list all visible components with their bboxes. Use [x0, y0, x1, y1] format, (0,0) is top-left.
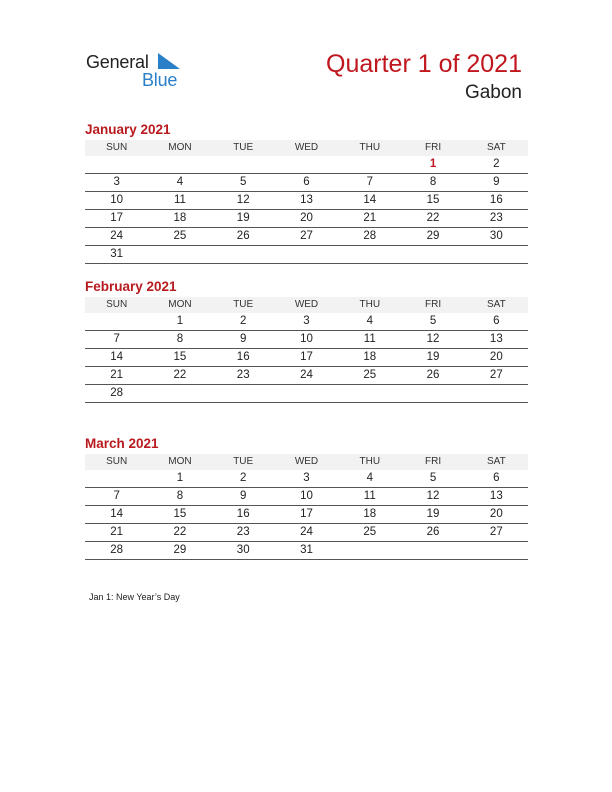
empty-day-cell	[275, 385, 338, 402]
day-cell: 20	[489, 508, 503, 520]
day-cell: 25	[363, 526, 377, 538]
day-cell: 11	[173, 194, 186, 206]
day-cell: 9	[240, 333, 247, 345]
week-row	[85, 524, 528, 542]
empty-day-cell	[338, 542, 401, 559]
day-cell: 28	[110, 544, 124, 556]
day-cell: 16	[236, 351, 250, 363]
weekday-label: TUE	[233, 299, 254, 310]
week-row	[85, 470, 528, 488]
week-row	[85, 246, 528, 264]
day-cell: 1	[429, 158, 437, 170]
empty-day-cell	[275, 156, 338, 173]
weekday-label: WED	[294, 299, 319, 310]
month-february	[85, 278, 528, 403]
day-cell: 7	[113, 490, 120, 502]
week-row	[85, 385, 528, 403]
weekday-label: FRI	[424, 142, 442, 153]
weekday-label: SAT	[486, 456, 506, 467]
day-cell: 24	[300, 526, 313, 538]
weekday-label: FRI	[424, 456, 442, 467]
day-cell: 14	[110, 508, 124, 520]
empty-day-cell	[148, 156, 211, 173]
day-cell: 21	[363, 212, 377, 224]
empty-day-cell	[148, 385, 211, 402]
country-name: Gabon	[464, 82, 522, 103]
day-cell: 5	[240, 176, 247, 188]
day-cell: 6	[493, 472, 500, 484]
day-cell: 5	[429, 315, 437, 327]
day-cell: 16	[489, 194, 503, 206]
day-cell: 24	[110, 230, 124, 242]
day-cell: 16	[236, 508, 250, 520]
day-cell: 27	[489, 369, 503, 381]
weekday-label: FRI	[424, 299, 442, 310]
day-cell: 19	[426, 351, 440, 363]
weekday-label: TUE	[233, 142, 254, 153]
empty-day-cell	[85, 156, 148, 173]
day-cell: 31	[300, 544, 313, 556]
day-cell: 20	[300, 212, 313, 224]
day-cell: 26	[426, 526, 440, 538]
day-cell: 21	[110, 369, 124, 381]
weekday-label: THU	[359, 456, 381, 467]
empty-day-cell	[338, 385, 401, 402]
month-march	[85, 435, 528, 560]
weekday-label: THU	[359, 299, 381, 310]
day-cell: 25	[363, 369, 377, 381]
day-cell: 18	[363, 508, 377, 520]
empty-day-cell	[338, 246, 401, 263]
day-cell: 17	[300, 508, 313, 520]
day-cell: 1	[176, 315, 184, 327]
day-cell: 6	[493, 315, 500, 327]
day-cell: 18	[173, 212, 187, 224]
day-cell: 13	[489, 490, 503, 502]
day-cell: 26	[236, 230, 250, 242]
day-cell: 23	[236, 526, 250, 538]
day-cell: 14	[363, 194, 377, 206]
day-cell: 17	[110, 212, 124, 224]
day-cell: 11	[363, 333, 376, 345]
week-row	[85, 156, 528, 174]
day-cell: 7	[366, 176, 373, 188]
day-cell: 15	[426, 194, 440, 206]
day-cell: 4	[176, 176, 184, 188]
day-cell: 2	[240, 472, 247, 484]
day-cell: 30	[236, 544, 250, 556]
day-cell: 27	[489, 526, 503, 538]
day-cell: 13	[300, 194, 313, 206]
day-cell: 15	[173, 508, 187, 520]
empty-day-cell	[401, 385, 464, 402]
day-cell: 27	[300, 230, 313, 242]
day-cell: 5	[429, 472, 437, 484]
day-cell: 10	[300, 490, 313, 502]
day-cell: 8	[429, 176, 437, 188]
day-cell: 12	[426, 333, 440, 345]
empty-day-cell	[275, 246, 338, 263]
empty-day-cell	[401, 542, 464, 559]
day-cell: 3	[303, 472, 310, 484]
month-title: March 2021	[85, 436, 159, 451]
day-cell: 26	[426, 369, 440, 381]
weekday-label: MON	[168, 456, 192, 467]
day-cell: 2	[240, 315, 247, 327]
weekday-header-row	[85, 454, 528, 470]
logo-general-text: General	[86, 52, 149, 72]
weekday-label: MON	[168, 299, 192, 310]
empty-day-cell	[465, 542, 528, 559]
day-cell: 24	[300, 369, 313, 381]
weekday-label: SAT	[486, 299, 506, 310]
week-row	[85, 174, 528, 192]
empty-day-cell	[212, 246, 275, 263]
weekday-header-row	[85, 140, 528, 156]
weekday-label: WED	[294, 142, 319, 153]
logo-blue-text: Blue	[142, 70, 178, 90]
day-cell: 25	[173, 230, 187, 242]
empty-day-cell	[465, 246, 528, 263]
weekday-label: SUN	[106, 142, 128, 153]
day-cell: 22	[426, 212, 440, 224]
day-cell: 9	[493, 176, 500, 188]
empty-day-cell	[401, 246, 464, 263]
weekday-label: SAT	[486, 142, 506, 153]
day-cell: 28	[110, 387, 124, 399]
day-cell: 14	[110, 351, 124, 363]
day-cell: 10	[110, 194, 124, 206]
day-cell: 22	[173, 369, 187, 381]
week-row	[85, 349, 528, 367]
week-row	[85, 331, 528, 349]
page-title: Quarter 1 of 2021	[326, 50, 522, 78]
day-cell: 19	[236, 212, 250, 224]
day-cell: 18	[363, 351, 377, 363]
day-cell: 4	[366, 315, 373, 327]
day-cell: 20	[489, 351, 503, 363]
empty-day-cell	[85, 470, 148, 487]
day-cell: 9	[240, 490, 247, 502]
empty-day-cell	[212, 156, 275, 173]
day-cell: 8	[176, 333, 184, 345]
week-row	[85, 367, 528, 385]
weekday-label: SUN	[106, 299, 128, 310]
day-cell: 17	[300, 351, 313, 363]
day-cell: 4	[366, 472, 373, 484]
week-row	[85, 542, 528, 560]
day-cell: 7	[113, 333, 120, 345]
logo-triangle-icon	[158, 53, 180, 69]
generalblue-logo	[86, 50, 186, 90]
week-row	[85, 313, 528, 331]
empty-day-cell	[85, 313, 148, 330]
day-cell: 31	[110, 248, 124, 260]
day-cell: 22	[173, 526, 187, 538]
month-january	[85, 121, 528, 264]
week-row	[85, 210, 528, 228]
day-cell: 8	[176, 490, 184, 502]
weekday-label: WED	[294, 456, 319, 467]
day-cell: 15	[173, 351, 187, 363]
day-cell: 19	[426, 508, 440, 520]
day-cell: 13	[489, 333, 503, 345]
week-row	[85, 192, 528, 210]
empty-day-cell	[465, 385, 528, 402]
day-cell: 23	[489, 212, 503, 224]
day-cell: 11	[363, 490, 376, 502]
weekday-label: MON	[168, 142, 192, 153]
day-cell: 12	[426, 490, 440, 502]
day-cell: 3	[113, 176, 120, 188]
weekday-label: SUN	[106, 456, 128, 467]
day-cell: 2	[493, 158, 500, 170]
day-cell: 23	[236, 369, 250, 381]
day-cell: 29	[426, 230, 440, 242]
week-row	[85, 488, 528, 506]
empty-day-cell	[338, 156, 401, 173]
day-cell: 1	[176, 472, 184, 484]
empty-day-cell	[212, 385, 275, 402]
day-cell: 3	[303, 315, 310, 327]
month-title: January 2021	[85, 122, 171, 137]
weekday-label: TUE	[233, 456, 254, 467]
day-cell: 21	[110, 526, 124, 538]
day-cell: 10	[300, 333, 313, 345]
weekday-header-row	[85, 297, 528, 313]
day-cell: 28	[363, 230, 377, 242]
day-cell: 29	[173, 544, 187, 556]
empty-day-cell	[148, 246, 211, 263]
day-cell: 30	[489, 230, 503, 242]
holiday-note: Jan 1: New Year’s Day	[89, 592, 180, 602]
weekday-label: THU	[359, 142, 381, 153]
day-cell: 12	[236, 194, 250, 206]
month-title: February 2021	[85, 279, 177, 294]
week-row	[85, 506, 528, 524]
day-cell: 6	[303, 176, 310, 188]
week-row	[85, 228, 528, 246]
